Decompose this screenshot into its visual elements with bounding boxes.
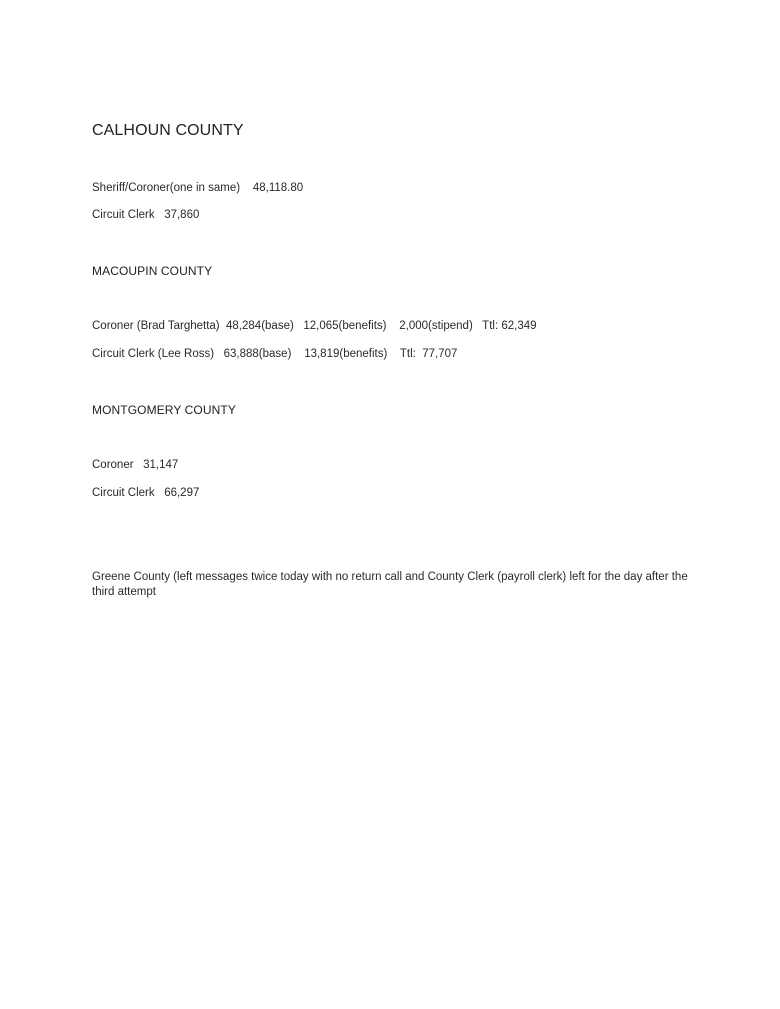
macoupin-coroner-line: Coroner (Brad Targhetta) 48,284(base) 12,065(benefits) 2,000(stipend) Ttl: 62,349 <box>92 320 537 332</box>
macoupin-circuit-clerk-line: Circuit Clerk (Lee Ross) 63,888(base) 13,819(benefits) Ttl: 77,707 <box>92 348 458 360</box>
section-heading-montgomery-county: MONTGOMERY COUNTY <box>92 403 236 417</box>
montgomery-coroner-line: Coroner 31,147 <box>92 459 179 471</box>
calhoun-sheriff-coroner-line: Sheriff/Coroner(one in same) 48,118.80 <box>92 182 304 194</box>
greene-county-note: Greene County (left messages twice today with no return call and County Clerk (payroll clerk) left for the day after the third attempt <box>92 571 688 598</box>
section-heading-macoupin-county: MACOUPIN COUNTY <box>92 264 213 278</box>
calhoun-circuit-clerk-line: Circuit Clerk 37,860 <box>92 209 200 221</box>
montgomery-circuit-clerk-line: Circuit Clerk 66,297 <box>92 487 200 499</box>
section-heading-calhoun-county: CALHOUN COUNTY <box>92 122 244 139</box>
